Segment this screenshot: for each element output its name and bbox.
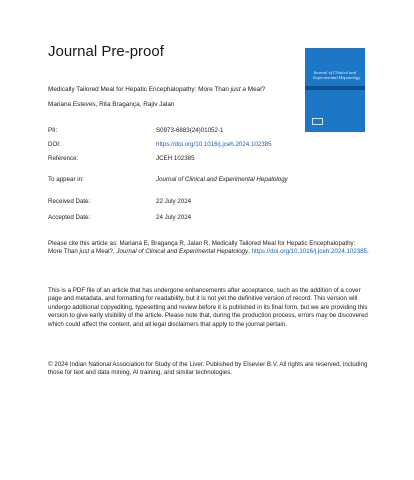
journal-cover-thumbnail <box>305 48 365 132</box>
cover-band <box>305 86 365 90</box>
disclaimer-paragraph: This is a PDF file of an article that has undergone enhancements after acceptance, such as the addition of a cover page and metadata, and formatting for readability, but it is not yet the definitive version of record. This version will undergo additional copyediting, typesetting and review before it is published in its final form, but we are providing this version to give early visibility of the article. Please note that, during the production process, errors may be discovered which could affect the content, and all legal disclaimers that apply to the journal pertain. <box>48 287 368 328</box>
article-title: Medically Tailored Meal for Hepatic Encephalopathy: More Than just a Meal? <box>48 86 266 93</box>
copyright-paragraph: © 2024 Indian National Association for Study of the Liver. Published by Elsevier B.V. All rights are reserved, including those for text and data mining, AI training, and similar technologies. <box>48 361 368 377</box>
pii-value: S0973-6883(24)01052-1 <box>156 127 224 134</box>
meta-label: PII: <box>48 127 58 134</box>
header-title: Journal Pre-proof <box>48 43 164 60</box>
publisher-logo-icon <box>312 118 323 125</box>
accepted-date: 24 July 2024 <box>156 214 192 221</box>
doi-link[interactable]: https://doi.org/10.1016/j.jceh.2024.102385 <box>156 141 272 148</box>
citation-doi-link[interactable]: https://doi.org/10.1016/j.jceh.2024.102385 <box>251 248 368 256</box>
reference-value: JCEH 102385 <box>156 155 195 162</box>
meta-label: DOI: <box>48 141 61 148</box>
citation-paragraph: Please cite this article as: Mariana E, Bragança R, Jalan R, Medically Tailored Meal for Hepatic Encephalopathy: More Than just a Meal?, Journal of Clinical and Experimental Hepatology, https://doi.org/10.1016/j.jceh.2024.102385. <box>48 240 369 256</box>
meta-label: Reference: <box>48 155 79 162</box>
meta-label: To appear in: <box>48 176 84 183</box>
article-authors: Mariana Esteves, Rita Bragança, Rajiv Jalan <box>48 101 175 108</box>
meta-label: Received Date: <box>48 198 91 205</box>
journal-name: Journal of Clinical and Experimental Hepatology <box>156 176 288 183</box>
cover-journal-title: Journal of Clinical and Experimental Hepatology <box>313 70 361 80</box>
received-date: 22 July 2024 <box>156 198 192 205</box>
meta-label: Accepted Date: <box>48 214 91 221</box>
